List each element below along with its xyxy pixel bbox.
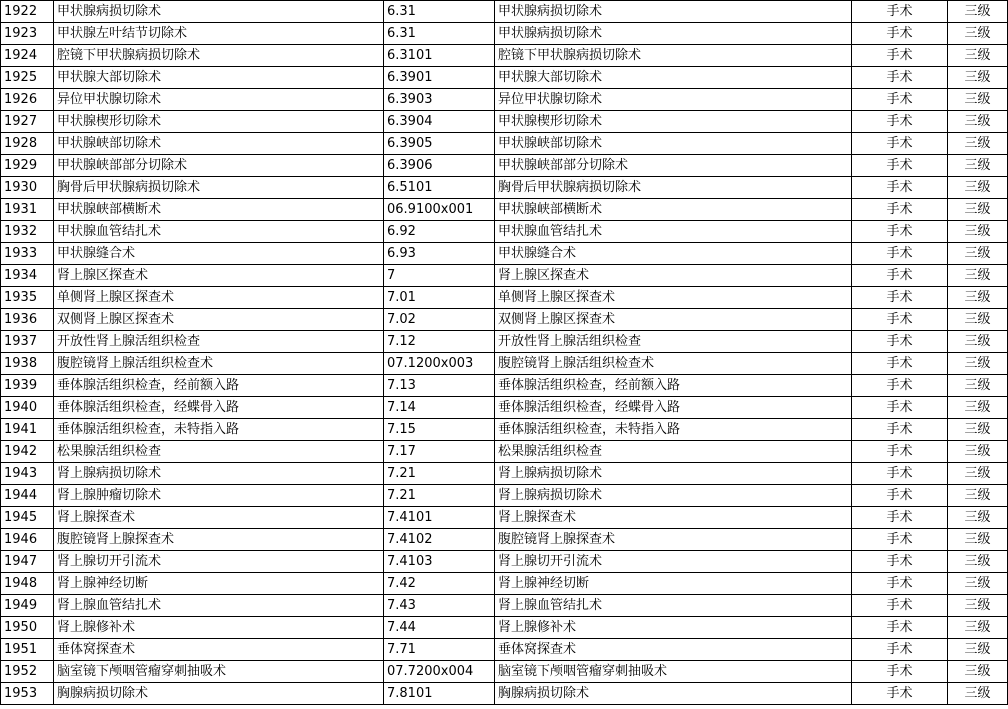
row-number-cell[interactable]: 1942 xyxy=(1,441,54,463)
procedure-type-cell[interactable]: 手术 xyxy=(852,353,948,375)
procedure-code-cell[interactable]: 6.93 xyxy=(384,243,495,265)
procedure-code-cell[interactable]: 6.5101 xyxy=(384,177,495,199)
row-number-cell[interactable]: 1944 xyxy=(1,485,54,507)
row-number-cell[interactable]: 1951 xyxy=(1,639,54,661)
table-row xyxy=(1,441,1008,463)
procedure-name-cell[interactable]: 松果腺活组织检查 xyxy=(54,441,384,463)
procedure-type-cell[interactable]: 手术 xyxy=(852,111,948,133)
standard-name-cell[interactable]: 单侧肾上腺区探查术 xyxy=(495,287,852,309)
procedure-type-cell[interactable]: 手术 xyxy=(852,573,948,595)
row-number-cell[interactable]: 1931 xyxy=(1,199,54,221)
table-row xyxy=(1,551,1008,573)
standard-name-cell[interactable]: 腔镜下甲状腺病损切除术 xyxy=(495,45,852,67)
row-number-cell[interactable]: 1925 xyxy=(1,67,54,89)
surgery-level-cell[interactable]: 三级 xyxy=(948,419,1008,441)
procedure-name-cell[interactable]: 垂体腺活组织检查，未特指入路 xyxy=(54,419,384,441)
table-row xyxy=(1,463,1008,485)
surgery-level-cell[interactable]: 三级 xyxy=(948,463,1008,485)
procedure-name-cell[interactable]: 脑室镜下颅咽管瘤穿刺抽吸术 xyxy=(54,661,384,683)
table-row xyxy=(1,331,1008,353)
procedure-code-cell[interactable]: 06.9100x001 xyxy=(384,199,495,221)
procedure-type-cell[interactable]: 手术 xyxy=(852,133,948,155)
procedure-type-cell[interactable]: 手术 xyxy=(852,243,948,265)
table-row xyxy=(1,507,1008,529)
surgery-level-cell[interactable]: 三级 xyxy=(948,265,1008,287)
standard-name-cell[interactable]: 肾上腺血管结扎术 xyxy=(495,595,852,617)
procedure-name-cell[interactable]: 甲状腺楔形切除术 xyxy=(54,111,384,133)
procedure-name-cell[interactable]: 腹腔镜肾上腺探查术 xyxy=(54,529,384,551)
procedure-type-cell[interactable]: 手术 xyxy=(852,331,948,353)
procedure-code-cell[interactable]: 7.44 xyxy=(384,617,495,639)
procedure-code-cell[interactable]: 7.4102 xyxy=(384,529,495,551)
procedure-type-cell[interactable]: 手术 xyxy=(852,617,948,639)
row-number-cell[interactable]: 1929 xyxy=(1,155,54,177)
surgery-level-cell[interactable]: 三级 xyxy=(948,287,1008,309)
standard-name-cell[interactable]: 甲状腺楔形切除术 xyxy=(495,111,852,133)
table-row xyxy=(1,287,1008,309)
procedure-name-cell[interactable]: 肾上腺血管结扎术 xyxy=(54,595,384,617)
procedure-name-cell[interactable]: 双侧肾上腺区探查术 xyxy=(54,309,384,331)
row-number-cell[interactable]: 1939 xyxy=(1,375,54,397)
surgery-level-cell[interactable]: 三级 xyxy=(948,133,1008,155)
standard-name-cell[interactable]: 肾上腺神经切断 xyxy=(495,573,852,595)
procedure-type-cell[interactable]: 手术 xyxy=(852,397,948,419)
row-number-cell[interactable]: 1943 xyxy=(1,463,54,485)
table-row xyxy=(1,45,1008,67)
surgery-level-cell[interactable]: 三级 xyxy=(948,353,1008,375)
standard-name-cell[interactable]: 甲状腺病损切除术 xyxy=(495,23,852,45)
standard-name-cell[interactable]: 甲状腺峡部横断术 xyxy=(495,199,852,221)
procedure-code-cell[interactable]: 6.3904 xyxy=(384,111,495,133)
standard-name-cell[interactable]: 肾上腺病损切除术 xyxy=(495,463,852,485)
standard-name-cell[interactable]: 肾上腺切开引流术 xyxy=(495,551,852,573)
row-number-cell[interactable]: 1928 xyxy=(1,133,54,155)
procedure-name-cell[interactable]: 垂体窝探查术 xyxy=(54,639,384,661)
table-row xyxy=(1,397,1008,419)
procedure-name-cell[interactable]: 肾上腺修补术 xyxy=(54,617,384,639)
procedure-type-cell[interactable]: 手术 xyxy=(852,683,948,705)
surgery-level-cell[interactable]: 三级 xyxy=(948,67,1008,89)
procedure-type-cell[interactable]: 手术 xyxy=(852,45,948,67)
surgery-level-cell[interactable]: 三级 xyxy=(948,595,1008,617)
procedure-name-cell[interactable]: 甲状腺左叶结节切除术 xyxy=(54,23,384,45)
standard-name-cell[interactable]: 甲状腺缝合术 xyxy=(495,243,852,265)
procedure-name-cell[interactable]: 胸骨后甲状腺病损切除术 xyxy=(54,177,384,199)
procedure-name-cell[interactable]: 甲状腺大部切除术 xyxy=(54,67,384,89)
surgery-level-cell[interactable]: 三级 xyxy=(948,529,1008,551)
procedure-type-cell[interactable]: 手术 xyxy=(852,177,948,199)
row-number-cell[interactable]: 1937 xyxy=(1,331,54,353)
procedure-code-cell[interactable]: 6.3903 xyxy=(384,89,495,111)
standard-name-cell[interactable]: 甲状腺大部切除术 xyxy=(495,67,852,89)
procedure-code-cell[interactable]: 7.42 xyxy=(384,573,495,595)
procedure-name-cell[interactable]: 甲状腺病损切除术 xyxy=(54,1,384,23)
procedure-type-cell[interactable]: 手术 xyxy=(852,199,948,221)
standard-name-cell[interactable]: 甲状腺血管结扎术 xyxy=(495,221,852,243)
procedure-name-cell[interactable]: 肾上腺肿瘤切除术 xyxy=(54,485,384,507)
table-row xyxy=(1,243,1008,265)
table-row xyxy=(1,309,1008,331)
table-row xyxy=(1,1,1008,23)
table-row xyxy=(1,375,1008,397)
standard-name-cell[interactable]: 肾上腺探查术 xyxy=(495,507,852,529)
surgery-level-cell[interactable]: 三级 xyxy=(948,661,1008,683)
procedure-name-cell[interactable]: 胸腺病损切除术 xyxy=(54,683,384,705)
procedure-code-cell[interactable]: 7.01 xyxy=(384,287,495,309)
standard-name-cell[interactable]: 甲状腺病损切除术 xyxy=(495,1,852,23)
standard-name-cell[interactable]: 胸骨后甲状腺病损切除术 xyxy=(495,177,852,199)
surgery-level-cell[interactable]: 三级 xyxy=(948,485,1008,507)
standard-name-cell[interactable]: 肾上腺修补术 xyxy=(495,617,852,639)
procedure-name-cell[interactable]: 腹腔镜肾上腺活组织检查术 xyxy=(54,353,384,375)
procedure-code-cell[interactable]: 7.21 xyxy=(384,485,495,507)
surgery-level-cell[interactable]: 三级 xyxy=(948,683,1008,705)
procedure-type-cell[interactable]: 手术 xyxy=(852,287,948,309)
surgery-level-cell[interactable]: 三级 xyxy=(948,111,1008,133)
row-number-cell[interactable]: 1941 xyxy=(1,419,54,441)
procedure-type-cell[interactable]: 手术 xyxy=(852,155,948,177)
procedure-type-cell[interactable]: 手术 xyxy=(852,661,948,683)
procedure-name-cell[interactable]: 甲状腺峡部切除术 xyxy=(54,133,384,155)
row-number-cell[interactable]: 1932 xyxy=(1,221,54,243)
procedure-name-cell[interactable]: 垂体腺活组织检查，经蝶骨入路 xyxy=(54,397,384,419)
procedure-code-cell[interactable]: 6.3905 xyxy=(384,133,495,155)
surgery-level-cell[interactable]: 三级 xyxy=(948,397,1008,419)
table-row xyxy=(1,683,1008,705)
table-row xyxy=(1,177,1008,199)
procedure-code-cell[interactable]: 7.12 xyxy=(384,331,495,353)
procedure-type-cell[interactable]: 手术 xyxy=(852,23,948,45)
surgery-level-cell[interactable]: 三级 xyxy=(948,23,1008,45)
row-number-cell[interactable]: 1952 xyxy=(1,661,54,683)
table-row xyxy=(1,265,1008,287)
row-number-cell[interactable]: 1948 xyxy=(1,573,54,595)
procedure-type-cell[interactable]: 手术 xyxy=(852,375,948,397)
procedure-type-cell[interactable]: 手术 xyxy=(852,529,948,551)
standard-name-cell[interactable]: 肾上腺病损切除术 xyxy=(495,485,852,507)
procedure-name-cell[interactable]: 甲状腺峡部部分切除术 xyxy=(54,155,384,177)
procedure-name-cell[interactable]: 垂体腺活组织检查，经前额入路 xyxy=(54,375,384,397)
table-row xyxy=(1,617,1008,639)
procedure-type-cell[interactable]: 手术 xyxy=(852,67,948,89)
procedure-type-cell[interactable]: 手术 xyxy=(852,89,948,111)
table-row xyxy=(1,485,1008,507)
procedure-name-cell[interactable]: 甲状腺缝合术 xyxy=(54,243,384,265)
surgery-level-cell[interactable]: 三级 xyxy=(948,331,1008,353)
row-number-cell[interactable]: 1923 xyxy=(1,23,54,45)
procedure-name-cell[interactable]: 开放性肾上腺活组织检查 xyxy=(54,331,384,353)
procedure-name-cell[interactable]: 肾上腺神经切断 xyxy=(54,573,384,595)
procedure-type-cell[interactable]: 手术 xyxy=(852,309,948,331)
standard-name-cell[interactable]: 腹腔镜肾上腺探查术 xyxy=(495,529,852,551)
row-number-cell[interactable]: 1926 xyxy=(1,89,54,111)
surgery-level-cell[interactable]: 三级 xyxy=(948,243,1008,265)
table-row xyxy=(1,199,1008,221)
procedure-code-cell[interactable]: 07.1200x003 xyxy=(384,353,495,375)
surgery-level-cell[interactable]: 三级 xyxy=(948,1,1008,23)
table-row xyxy=(1,155,1008,177)
row-number-cell[interactable]: 1930 xyxy=(1,177,54,199)
procedure-type-cell[interactable]: 手术 xyxy=(852,1,948,23)
standard-name-cell[interactable]: 肾上腺区探查术 xyxy=(495,265,852,287)
procedure-name-cell[interactable]: 肾上腺区探查术 xyxy=(54,265,384,287)
procedure-type-cell[interactable]: 手术 xyxy=(852,485,948,507)
standard-name-cell[interactable]: 垂体腺活组织检查，经前额入路 xyxy=(495,375,852,397)
procedure-type-cell[interactable]: 手术 xyxy=(852,463,948,485)
procedure-type-cell[interactable]: 手术 xyxy=(852,221,948,243)
procedure-name-cell[interactable]: 腔镜下甲状腺病损切除术 xyxy=(54,45,384,67)
procedure-name-cell[interactable]: 甲状腺血管结扎术 xyxy=(54,221,384,243)
table-row xyxy=(1,133,1008,155)
row-number-cell[interactable]: 1953 xyxy=(1,683,54,705)
row-number-cell[interactable]: 1950 xyxy=(1,617,54,639)
procedure-code-cell[interactable]: 07.7200x004 xyxy=(384,661,495,683)
standard-name-cell[interactable]: 垂体窝探查术 xyxy=(495,639,852,661)
procedure-table-body xyxy=(1,1,1008,705)
procedure-type-cell[interactable]: 手术 xyxy=(852,265,948,287)
procedure-type-cell[interactable]: 手术 xyxy=(852,639,948,661)
table-row xyxy=(1,595,1008,617)
procedure-type-cell[interactable]: 手术 xyxy=(852,441,948,463)
standard-name-cell[interactable]: 腹腔镜肾上腺活组织检查术 xyxy=(495,353,852,375)
table-row xyxy=(1,89,1008,111)
procedure-code-cell[interactable]: 7.21 xyxy=(384,463,495,485)
table-row xyxy=(1,419,1008,441)
standard-name-cell[interactable]: 甲状腺峡部部分切除术 xyxy=(495,155,852,177)
procedure-code-cell[interactable]: 6.3101 xyxy=(384,45,495,67)
procedure-code-cell[interactable]: 7.14 xyxy=(384,397,495,419)
standard-name-cell[interactable]: 双侧肾上腺区探查术 xyxy=(495,309,852,331)
procedure-name-cell[interactable]: 肾上腺切开引流术 xyxy=(54,551,384,573)
surgery-level-cell[interactable]: 三级 xyxy=(948,155,1008,177)
table-row xyxy=(1,573,1008,595)
procedure-name-cell[interactable]: 甲状腺峡部横断术 xyxy=(54,199,384,221)
surgery-level-cell[interactable]: 三级 xyxy=(948,177,1008,199)
row-number-cell[interactable]: 1949 xyxy=(1,595,54,617)
row-number-cell[interactable]: 1924 xyxy=(1,45,54,67)
procedure-type-cell[interactable]: 手术 xyxy=(852,507,948,529)
table-row xyxy=(1,529,1008,551)
procedure-code-cell[interactable]: 7.43 xyxy=(384,595,495,617)
procedure-name-cell[interactable]: 肾上腺探查术 xyxy=(54,507,384,529)
row-number-cell[interactable]: 1936 xyxy=(1,309,54,331)
procedure-name-cell[interactable]: 异位甲状腺切除术 xyxy=(54,89,384,111)
surgery-level-cell[interactable]: 三级 xyxy=(948,375,1008,397)
surgery-level-cell[interactable]: 三级 xyxy=(948,507,1008,529)
surgery-level-cell[interactable]: 三级 xyxy=(948,551,1008,573)
standard-name-cell[interactable]: 胸腺病损切除术 xyxy=(495,683,852,705)
row-number-cell[interactable]: 1947 xyxy=(1,551,54,573)
procedure-type-cell[interactable]: 手术 xyxy=(852,595,948,617)
procedure-type-cell[interactable]: 手术 xyxy=(852,419,948,441)
standard-name-cell[interactable]: 异位甲状腺切除术 xyxy=(495,89,852,111)
standard-name-cell[interactable]: 松果腺活组织检查 xyxy=(495,441,852,463)
surgery-level-cell[interactable]: 三级 xyxy=(948,45,1008,67)
procedure-code-cell[interactable]: 7.4103 xyxy=(384,551,495,573)
row-number-cell[interactable]: 1938 xyxy=(1,353,54,375)
surgery-level-cell[interactable]: 三级 xyxy=(948,89,1008,111)
row-number-cell[interactable]: 1934 xyxy=(1,265,54,287)
procedure-code-cell[interactable]: 6.3906 xyxy=(384,155,495,177)
procedure-code-cell[interactable]: 7.17 xyxy=(384,441,495,463)
table-row xyxy=(1,639,1008,661)
table-row xyxy=(1,111,1008,133)
procedure-code-cell[interactable]: 7.15 xyxy=(384,419,495,441)
standard-name-cell[interactable]: 垂体腺活组织检查，经蝶骨入路 xyxy=(495,397,852,419)
procedure-code-cell[interactable]: 7.13 xyxy=(384,375,495,397)
standard-name-cell[interactable]: 甲状腺峡部切除术 xyxy=(495,133,852,155)
standard-name-cell[interactable]: 垂体腺活组织检查，未特指入路 xyxy=(495,419,852,441)
procedure-code-cell[interactable]: 7 xyxy=(384,265,495,287)
procedure-code-cell[interactable]: 6.31 xyxy=(384,1,495,23)
table-row xyxy=(1,67,1008,89)
table-row xyxy=(1,661,1008,683)
surgery-level-cell[interactable]: 三级 xyxy=(948,639,1008,661)
procedure-name-cell[interactable]: 单侧肾上腺区探查术 xyxy=(54,287,384,309)
procedure-code-cell[interactable]: 7.02 xyxy=(384,309,495,331)
standard-name-cell[interactable]: 脑室镜下颅咽管瘤穿刺抽吸术 xyxy=(495,661,852,683)
row-number-cell[interactable]: 1935 xyxy=(1,287,54,309)
procedure-code-cell[interactable]: 7.71 xyxy=(384,639,495,661)
row-number-cell[interactable]: 1940 xyxy=(1,397,54,419)
surgery-level-cell[interactable]: 三级 xyxy=(948,221,1008,243)
row-number-cell[interactable]: 1927 xyxy=(1,111,54,133)
procedure-type-cell[interactable]: 手术 xyxy=(852,551,948,573)
surgery-level-cell[interactable]: 三级 xyxy=(948,199,1008,221)
standard-name-cell[interactable]: 开放性肾上腺活组织检查 xyxy=(495,331,852,353)
row-number-cell[interactable]: 1946 xyxy=(1,529,54,551)
procedure-code-cell[interactable]: 6.3901 xyxy=(384,67,495,89)
surgery-level-cell[interactable]: 三级 xyxy=(948,441,1008,463)
surgery-level-cell[interactable]: 三级 xyxy=(948,309,1008,331)
table-row xyxy=(1,23,1008,45)
surgery-level-cell[interactable]: 三级 xyxy=(948,573,1008,595)
procedure-code-cell[interactable]: 6.31 xyxy=(384,23,495,45)
procedure-code-cell[interactable]: 7.8101 xyxy=(384,683,495,705)
row-number-cell[interactable]: 1922 xyxy=(1,1,54,23)
procedure-code-cell[interactable]: 7.4101 xyxy=(384,507,495,529)
row-number-cell[interactable]: 1945 xyxy=(1,507,54,529)
table-row xyxy=(1,221,1008,243)
procedure-code-cell[interactable]: 6.92 xyxy=(384,221,495,243)
procedure-name-cell[interactable]: 肾上腺病损切除术 xyxy=(54,463,384,485)
table-row xyxy=(1,353,1008,375)
row-number-cell[interactable]: 1933 xyxy=(1,243,54,265)
surgery-level-cell[interactable]: 三级 xyxy=(948,617,1008,639)
